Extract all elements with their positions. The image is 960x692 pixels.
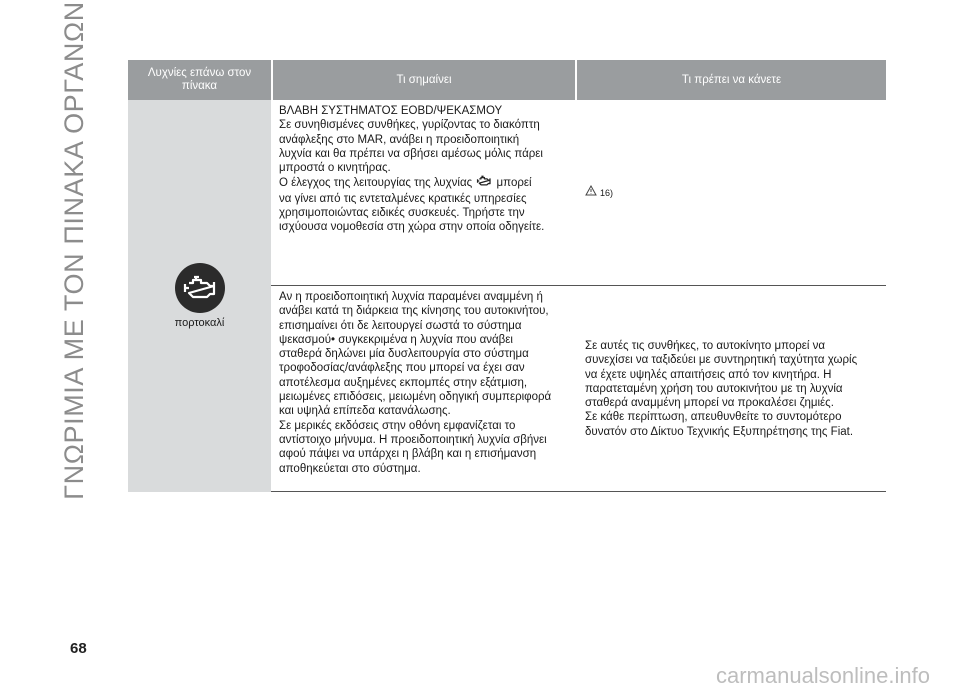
lamp-cell	[128, 100, 271, 492]
table-rows	[271, 100, 886, 492]
action-line: παρατεταμένη χρήση του αυτοκινήτου με τη λυχνία	[585, 382, 843, 395]
action-line: Σε αυτές τις συνθήκες, το αυτοκίνητο μπορεί να	[585, 339, 826, 352]
meaning-line: ισχύουσα νομοθεσία στη χώρα στην οποία οδηγείτε.	[279, 221, 545, 234]
meaning-line: αποτέλεσμα αυξημένες εκπομπές στην εξάτμιση,	[279, 376, 528, 389]
meaning-line: χρησιμοποιώντας ειδικές συσκευές. Τηρήστε την	[279, 207, 525, 220]
meaning-line: αφού πάψει να υπάρχει η βλάβη και η επισήμανση	[279, 448, 537, 461]
meaning-line: Σε μερικές εκδόσεις στην οθόνη εμφανίζεται το	[279, 419, 516, 432]
page-number: 68	[70, 640, 87, 657]
meaning-line: αντίστοιχο μήνυμα. Η προειδοποιητική λυχνία σβήνει	[279, 433, 547, 446]
action-line: δυνατόν στο Δίκτυο Τεχνικής Εξυπηρέτησης της Fiat.	[585, 425, 854, 438]
warning-lamp-table	[128, 60, 886, 492]
meaning-line: να γίνει από τις εντεταλμένες κρατικές υπηρεσίες	[279, 192, 527, 205]
table-header	[128, 60, 886, 100]
meaning-line: Σε συνηθισμένες συνθήκες, γυρίζοντας το διακόπτη	[279, 119, 540, 132]
header-action: Τι πρέπει να κάνετε	[577, 60, 886, 100]
meaning-cell	[273, 100, 575, 285]
table-body	[128, 100, 886, 492]
meaning-line: μειωμένες επιδόσεις, μειωμένη οδηγική συμπεριφορά	[279, 391, 552, 404]
meaning-line: ΒΛΑΒΗ ΣΥΣΤΗΜΑΤΟΣ EOBD/ΨΕΚΑΣΜΟΥ	[279, 105, 503, 117]
header-meaning: Τι σημαίνει	[273, 60, 575, 100]
meaning-line: τροφοδοσίας/ανάφλεξης που μπορεί να έχει σαν	[279, 362, 525, 375]
action-line: να έχετε υψηλές απαιτήσεις από τον κινητήρα. Η	[585, 368, 832, 381]
meaning-line: αποθηκεύεται στο σύστημα.	[279, 462, 421, 475]
table-row	[271, 100, 886, 286]
meaning-line: λυχνία και θα πρέπει να σβήσει αμέσως μόλις πάρει	[279, 147, 543, 160]
watermark: carmanualsonline.info	[715, 663, 930, 688]
note-reference	[585, 185, 878, 200]
chapter-title-text: ΓΝΩΡΙΜΙΑ ΜΕ ΤΟΝ ΠΙΝΑΚΑ ΟΡΓΑΝΩΝ	[58, 0, 89, 500]
action-line: συνεχίσει να ταξιδεύει με συντηρητική ταχύτητα χωρίς	[585, 354, 858, 367]
action-line: σταθερά αναμμένη μπορεί να προκαλέσει ζημιές.	[585, 397, 834, 410]
meaning-cell	[273, 286, 575, 491]
meaning-line: και υψηλά επίπεδα κατανάλωσης.	[279, 405, 451, 418]
action-cell	[577, 286, 886, 491]
chapter-side-title	[52, 0, 96, 500]
meaning-line: σταθερά δηλώνει μία δυσλειτουργία στο σύστημα	[279, 348, 529, 361]
meaning-line: μπροστά ο κινητήρας.	[279, 162, 391, 175]
action-line: Σε κάθε περίπτωση, απευθυνθείτε το συντομότερο	[585, 411, 842, 424]
lamp-color-label: πορτοκαλί	[174, 317, 225, 329]
meaning-text: Ο έλεγχος της λειτουργίας της λυχνίας	[279, 177, 473, 190]
meaning-line: επισημαίνει ότι δε λειτουργεί σωστά το σύστημα	[279, 319, 522, 332]
warning-triangle-icon	[585, 185, 597, 200]
table-row	[271, 286, 886, 492]
engine-check-icon	[475, 175, 493, 191]
meaning-line: ψεκασμού• συγκεκριμένα η λυχνία που ανάβει	[279, 333, 513, 346]
meaning-text: μπορεί	[496, 177, 532, 190]
meaning-line	[279, 175, 569, 191]
meaning-line: ανάβει κατά τη διάρκεια της κίνησης του αυτοκινήτου,	[279, 305, 549, 318]
meaning-line: ανάφλεξης στο MAR, ανάβει η προειδοποιητική	[279, 133, 520, 146]
note-number: 16)	[600, 187, 614, 198]
meaning-line: Αν η προειδοποιητική λυχνία παραμένει αναμμένη ή	[279, 291, 543, 303]
action-cell	[577, 100, 886, 285]
header-lamps: Λυχνίες επάνω στον πίνακα	[128, 60, 271, 100]
engine-check-icon	[175, 263, 225, 313]
